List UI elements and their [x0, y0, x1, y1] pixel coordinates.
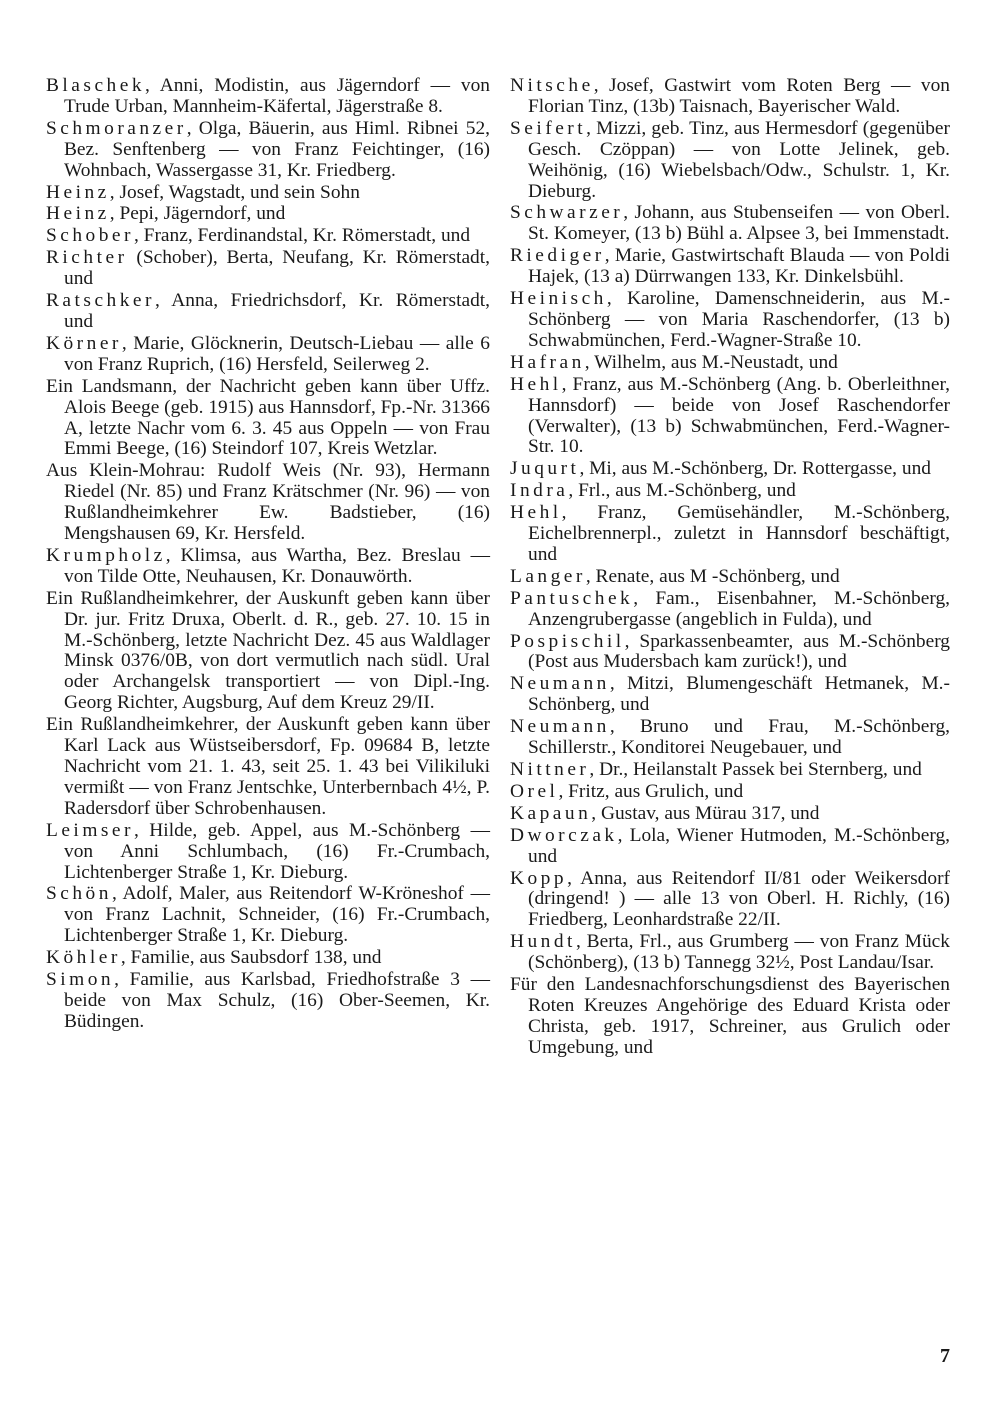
notice-entry — [510, 826, 950, 868]
surname: Heinz — [46, 181, 110, 203]
notice-text: , Familie, aus Karlsbad, Friedhofstraße 3 — beide von Max Schulz, (16) Ober-Seemen, Kr. Büdingen. — [64, 969, 490, 1032]
notice-entry — [46, 884, 490, 947]
notice-text: , Marie, Gastwirtschaft Blauda — von Poldi Hajek, (13 a) Dürrwangen 133, Kr. Dinkelsbühl. — [528, 245, 950, 288]
surname: Schmoranzer — [46, 117, 187, 139]
notice-text: , Karoline, Damenschneiderin, aus M.-Schönberg — von Maria Raschendorfer, (13 b) Schwabmünchen, Ferd.-Wagner-Straße 10. — [528, 288, 950, 351]
notice-text: , Anna, aus Reitendorf II/81 oder Weikersdorf (dringend! ) — alle 13 von Oberl. H. Richly, (16) Friedberg, Leonhardstraße 22/II. — [528, 867, 950, 931]
surname: Pantuschek — [510, 587, 634, 609]
notice-entry — [46, 546, 490, 588]
notice-text: , Renate, aus M -Schönberg, und — [585, 565, 840, 587]
surname: Orel — [510, 780, 559, 802]
notice-entry — [510, 119, 950, 203]
notice-text: , Adolf, Maler, aus Reitendorf W-Kröneshof — von Franz Lachnit, Schneider, (16) Fr.-Crumbach, Lichtenberger Straße 1, Kr. Dieburg. — [64, 883, 490, 947]
surname: Leimser — [46, 819, 134, 841]
notice-text: , Johann, aus Stubenseifen — von Oberl. St. Komeyer, (13 b) Bühl a. Alpsee 3, bei Immenstadt. — [528, 202, 950, 245]
notice-entry — [510, 567, 950, 588]
surname: Köhler — [46, 947, 121, 969]
surname: Nitsche — [510, 75, 594, 96]
notice-entry — [510, 782, 950, 803]
notice-entry — [46, 248, 490, 290]
notice-text: , Frl., aus M.-Schönberg, und — [568, 480, 796, 502]
notice-text: , Franz, Gemüsehändler, M.-Schönberg, Eichelbrennerpl., zuletzt in Hannsdorf beschäftigt, und — [528, 502, 950, 565]
surname: Schön — [46, 883, 112, 905]
notice-text: , Anna, Friedrichsdorf, Kr. Römerstadt, und — [64, 290, 490, 332]
surname: Heinz — [46, 203, 110, 225]
notice-text: , Pepi, Jägerndorf, und — [109, 203, 286, 225]
surname: Seifert — [510, 117, 587, 139]
notice-text: Ein Rußlandheimkehrer, der Auskunft geben kann über Karl Lack aus Wüstseibersdorf, Fp. 09684 B, letzte Nachricht vom 21. 1. 43, seit 25. 1. 43 bei Vilikiluki vermißt — von Franz Jentschke, Unterbernbach 4½, P. Radersdorf über Schrobenhausen. — [46, 714, 490, 819]
notice-text: , Mitzi, Blumengeschäft Hetmanek, M.-Schönberg, und — [528, 673, 950, 716]
notice-text: , Wilhelm, aus M.-Neustadt, und — [584, 351, 838, 373]
notice-entry — [510, 459, 950, 480]
page-number: 7 — [940, 1345, 950, 1367]
notice-entry — [46, 461, 490, 545]
notice-text: , Dr., Heilanstalt Passek bei Sternberg, und — [589, 759, 922, 780]
notice-entry — [510, 869, 950, 932]
notice-entry — [46, 334, 490, 376]
surname: Ratschker — [46, 290, 155, 312]
notice-text: Aus Klein-Mohrau: Rudolf Weis (Nr. 93), Hermann Riedel (Nr. 85) und Franz Krätschmer (Nr. 96) — von Rußlandheimkehrer Ew. Badstieber, (16) Mengshausen 69, Kr. Hersfeld. — [46, 460, 490, 545]
surname: Nittner — [510, 759, 590, 780]
notice-text: (Schober), Berta, Neufang, Kr. Römerstadt, und — [64, 247, 490, 290]
notice-text: , Mi, aus M.-Schönberg, Dr. Rottergasse, und — [579, 458, 931, 480]
notice-text: , Josef, Gastwirt vom Roten Berg — von Florian Tinz, (13b) Taisnach, Bayerischer Wald. — [528, 75, 950, 117]
surname: Hundt — [510, 931, 576, 953]
surname: Körner — [46, 332, 122, 354]
surname: Richter — [46, 247, 128, 269]
notice-entry — [46, 204, 490, 225]
notice-text: , Marie, Glöcknerin, Deutsch-Liebau — alle 6 von Franz Ruprich, (16) Hersfeld, Seilerweg 2. — [64, 332, 490, 375]
notice-entry — [510, 932, 950, 974]
surname: Neumann — [510, 673, 610, 695]
surname: Blaschek — [46, 75, 146, 96]
notice-entry — [510, 674, 950, 716]
notice-text: , Lola, Wiener Hutmoden, M.-Schönberg, und — [528, 824, 950, 867]
notice-entry — [510, 760, 950, 781]
notice-entry — [46, 970, 490, 1033]
notice-text: , Sparkassenbeamter, aus M.-Schönberg (Post aus Mudersbach kam zurück!), und — [528, 630, 950, 673]
surname: Indra — [510, 480, 569, 502]
surname: Juqurt — [510, 458, 580, 480]
notice-entry — [46, 821, 490, 884]
notice-entry — [46, 948, 490, 969]
notice-text: , Gustav, aus Mürau 317, und — [591, 802, 820, 824]
notice-entry — [510, 353, 950, 374]
notice-entry — [510, 246, 950, 288]
notice-text: , Klimsa, aus Wartha, Bez. Breslau — von Tilde Otte, Neuhausen, Kr. Donauwörth. — [64, 544, 490, 587]
surname: Neumann — [510, 716, 610, 738]
surname: Langer — [510, 565, 586, 587]
right-column — [510, 76, 950, 1060]
notice-entry — [510, 589, 950, 631]
surname: Hehl — [510, 373, 562, 395]
notice-text: , Bruno und Frau, M.-Schönberg, Schillerstr., Konditorei Neugebauer, und — [528, 716, 950, 759]
surname: Schober — [46, 225, 134, 247]
notice-entry — [510, 717, 950, 759]
surname: Riediger — [510, 245, 605, 267]
notice-entry — [46, 183, 490, 204]
surname: Pospischil — [510, 630, 625, 652]
surname: Kapaun — [510, 802, 592, 824]
notice-entry — [510, 375, 950, 459]
notice-text: Ein Landsmann, der Nachricht geben kann über Uffz. Alois Beege (geb. 1915) aus Hannsdorf, Fp.-Nr. 31366 A, letzte Nachr vom 6. 3. 45 aus Oppeln — von Frau Emmi Beege, (16) Steindorf 107, Kreis Wetzlar. — [46, 375, 490, 460]
notice-entry — [510, 203, 950, 245]
notice-entry — [46, 76, 490, 118]
notice-entry — [46, 119, 490, 182]
surname: Dworczak — [510, 824, 618, 846]
notice-entry — [510, 289, 950, 352]
notice-entry — [46, 291, 490, 333]
notice-text: , Berta, Frl., aus Grumberg — von Franz Mück (Schönberg), (13 b) Tannegg 32½, Post Landau/Isar. — [528, 931, 950, 974]
surname: Schwarzer — [510, 202, 624, 224]
surname: Simon — [46, 969, 115, 991]
notice-entry — [510, 804, 950, 825]
notice-text: , Mizzi, geb. Tinz, aus Hermesdorf (gegenüber Gesch. Czöppan) — von Lotte Jelinek, geb. Weihönig, (16) Wiebelsbach/Odw., Schulstr. 1, Kr. Dieburg. — [528, 117, 950, 202]
notice-entry — [510, 503, 950, 566]
notice-entry — [46, 377, 490, 461]
left-column — [46, 76, 490, 1034]
surname: Kopp — [510, 867, 568, 889]
notice-text: , Franz, Ferdinandstal, Kr. Römerstadt, und — [133, 225, 471, 247]
notice-text: , Fam., Eisenbahner, M.-Schönberg, Anzengrubergasse (angeblich in Fulda), und — [528, 587, 950, 630]
notice-text: , Hilde, geb. Appel, aus M.-Schönberg — von Anni Schlumbach, (16) Fr.-Crumbach, Lichtenberger Straße 1, Kr. Dieburg. — [64, 819, 490, 883]
surname: Heinisch — [510, 288, 607, 310]
notice-text: , Olga, Bäuerin, aus Himl. Ribnei 52, Bez. Senftenberg — von Franz Feichtinger, (16) Wohnbach, Wassergasse 31, Kr. Friedberg. — [64, 117, 490, 181]
surname: Krumpholz — [46, 544, 166, 566]
notice-text: , Anni, Modistin, aus Jägerndorf — von Trude Urban, Mannheim-Käfertal, Jägerstraße 8. — [64, 75, 490, 117]
notice-entry — [46, 589, 490, 714]
notice-entry — [46, 226, 490, 247]
notice-entry — [46, 715, 490, 820]
notice-entry — [510, 975, 950, 1059]
notice-entry — [510, 632, 950, 674]
notice-text: Ein Rußlandheimkehrer, der Auskunft geben kann über Dr. jur. Fritz Druxa, Oberlt. d. R., geb. 27. 10. 15 in M.-Schönberg, letzte Nachricht Dez. 45 aus Waldlager Minsk 0376/0B, von dort vermutlich nach südl. Ural oder Archangelsk transportiert — von Dipl.-Ing. Georg Richter, Augsburg, Auf dem Kreuz 29/II. — [46, 587, 490, 714]
surname: Hehl — [510, 502, 562, 524]
notice-text: , Franz, aus M.-Schönberg (Ang. b. Oberleithner, Hannsdorf) — beide von Josef Raschendorfer (Verwalter), (13 b) Schwabmünchen, Ferd.-Wagner-Str. 10. — [528, 373, 950, 458]
notice-text: , Familie, aus Saubsdorf 138, und — [120, 947, 382, 969]
surname: Hafran — [510, 351, 585, 373]
notice-text: , Josef, Wagstadt, und sein Sohn — [109, 181, 360, 203]
notice-text: Für den Landesnachforschungsdienst des Bayerischen Roten Kreuzes Angehörige des Eduard Krista oder Christa, geb. 1917, Schreiner, aus Grulich oder Umgebung, und — [510, 974, 950, 1058]
notice-text: , Fritz, aus Grulich, und — [558, 780, 744, 802]
notice-entry — [510, 481, 950, 502]
notice-entry — [510, 76, 950, 118]
